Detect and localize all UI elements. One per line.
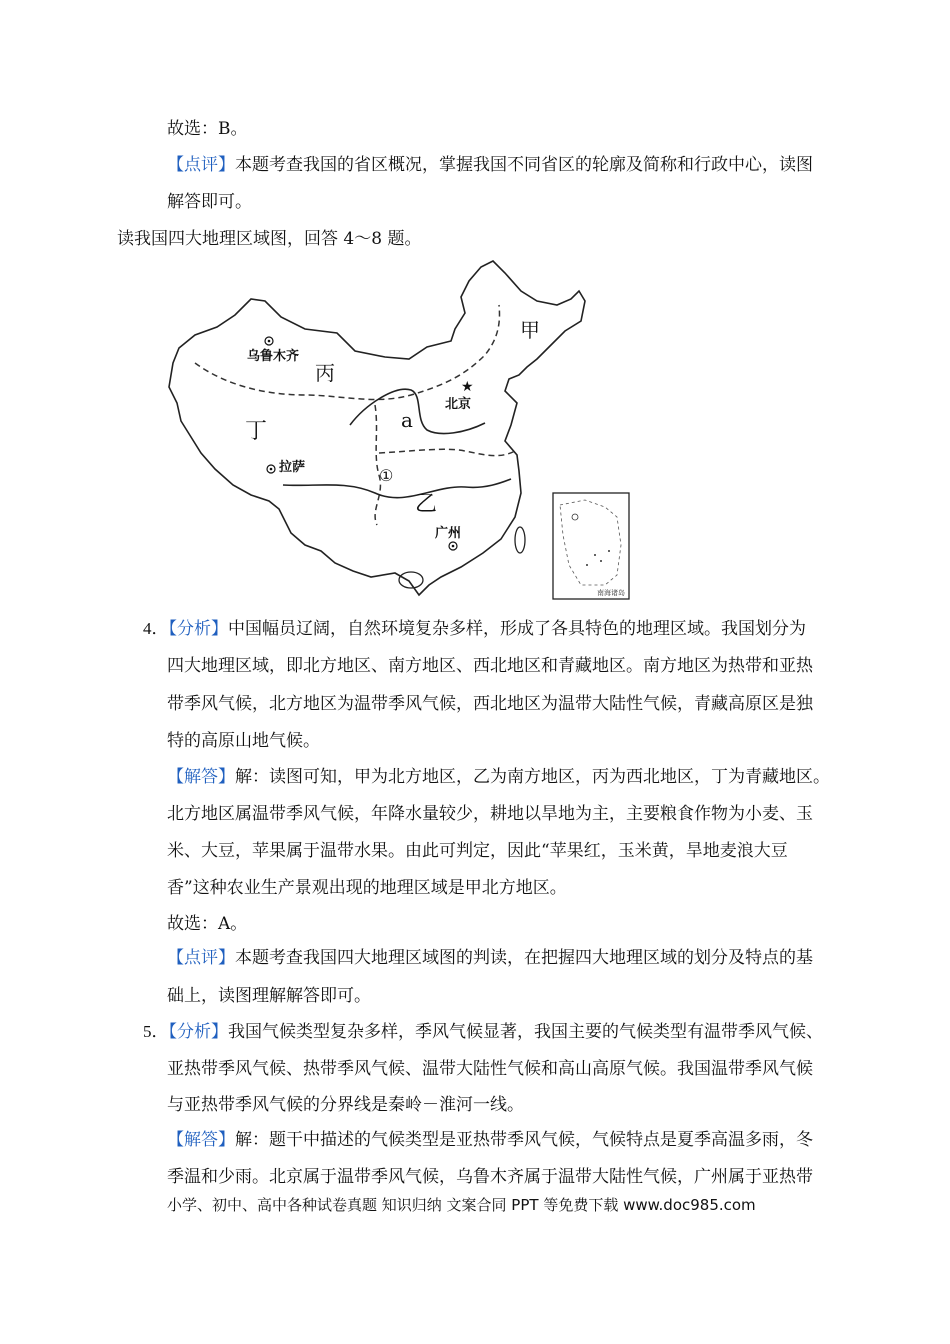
q5-number: 5． — [143, 1022, 169, 1041]
q4-comment-line-2: 础上，读图理解解答即可。 — [167, 986, 371, 1006]
q4-analysis-tag: 【分析】 — [168, 619, 228, 639]
boundary-qinling-huaihe — [379, 449, 515, 455]
city-beijing-label: 北京 — [445, 397, 472, 412]
marker-1-label: ① — [379, 466, 394, 485]
china-regions-map — [165, 255, 635, 600]
q4-comment-text: 本题考查我国四大地理区域图的判读，在把握四大地理区域的划分及特点的基 — [235, 948, 813, 968]
comment-tag: 【点评】 — [167, 155, 235, 175]
q5-analysis-line-3: 与亚热带季风气候的分界线是秦岭－淮河一线。 — [167, 1095, 524, 1115]
q5-analysis-text: 我国气候类型复杂多样，季风气候显著，我国主要的气候类型有温带季风气候、 — [228, 1022, 823, 1042]
boundary-qinghai-tibet — [375, 405, 380, 525]
inset-label: 南海诸岛 — [597, 589, 625, 597]
question-intro: 读我国四大地理区域图，回答 4～8 题。 — [117, 229, 422, 249]
south-china-sea-inset — [553, 493, 629, 599]
q4-answer-line-3: 米、大豆，苹果属于温带水果。由此可判定，因此“苹果红，玉米黄，旱地麦浪大豆 — [167, 841, 788, 861]
q4-comment-line-1 — [167, 948, 813, 968]
q4-answer-line-2: 北方地区属温带季风气候，年降水量较少，耕地以旱地为主，主要粮食作物为小麦、玉 — [167, 804, 813, 824]
q5-answer-text: 解：题干中描述的气候类型是亚热带季风气候，气候特点是夏季高温多雨，冬 — [235, 1130, 813, 1150]
q5-analysis-tag: 【分析】 — [168, 1022, 228, 1042]
comment-line-2: 解答即可。 — [167, 192, 252, 212]
region-yi-label: 乙 — [415, 492, 438, 517]
q5-analysis-line-2: 亚热带季风气候、热带季风气候、温带大陆性气候和高山高原气候。我国温带季风气候 — [167, 1059, 813, 1079]
q4-answer-tag: 【解答】 — [167, 767, 235, 787]
q4-analysis-line-2: 四大地理区域，即北方地区、南方地区、西北地区和青藏地区。南方地区为热带和亚热 — [167, 656, 813, 676]
q5-answer-tag: 【解答】 — [167, 1130, 235, 1150]
q5-answer-line-1 — [167, 1130, 813, 1150]
q4-choice: 故选：A。 — [167, 914, 248, 934]
footer-watermark: 小学、初中、高中各种试卷真题 知识归纳 文案合同 PPT 等免费下载 www.doc985.com — [167, 1196, 756, 1214]
taiwan-island — [515, 527, 525, 553]
hainan-island — [399, 572, 423, 588]
q4-comment-tag: 【点评】 — [167, 948, 235, 968]
boundary-north-northwest — [195, 305, 499, 399]
q4-answer-line-4: 香”这种农业生产景观出现的地理区域是甲北方地区。 — [167, 878, 567, 898]
q4-analysis-text: 中国幅员辽阔，自然环境复杂多样，形成了各具特色的地理区域。我国划分为 — [228, 619, 806, 639]
q4-answer-line-1 — [167, 767, 830, 787]
region-jia-label: 甲 — [520, 318, 540, 342]
q5-analysis-line-1 — [143, 1022, 823, 1042]
city-lhasa-label: 拉萨 — [279, 460, 306, 475]
q4-answer-text: 解：读图可知，甲为北方地区，乙为南方地区，丙为西北地区，丁为青藏地区。 — [235, 767, 830, 787]
q4-number: 4． — [143, 619, 169, 638]
q4-analysis-line-4: 特的高原山地气候。 — [167, 731, 320, 751]
comment-text: 本题考查我国的省区概况，掌握我国不同省区的轮廓及简称和行政中心，读图 — [235, 155, 813, 175]
yangtze-river — [283, 479, 511, 498]
q4-analysis-line-1 — [143, 619, 806, 639]
city-urumqi-label: 乌鲁木齐 — [247, 349, 300, 364]
region-bing-label: 丙 — [315, 361, 335, 385]
region-a-label: a — [401, 408, 413, 432]
region-ding-label: 丁 — [245, 419, 268, 444]
answer-line: 故选：B。 — [167, 119, 248, 139]
q5-answer-line-2: 季温和少雨。北京属于温带季风气候，乌鲁木齐属于温带大陆性气候，广州属于亚热带 — [167, 1167, 813, 1187]
comment-line — [167, 155, 813, 175]
q4-analysis-line-3: 带季风气候，北方地区为温带季风气候，西北地区为温带大陆性气候，青藏高原区是独 — [167, 694, 813, 714]
city-guangzhou-label: 广州 — [435, 526, 462, 541]
beijing-star: ★ — [461, 379, 474, 395]
